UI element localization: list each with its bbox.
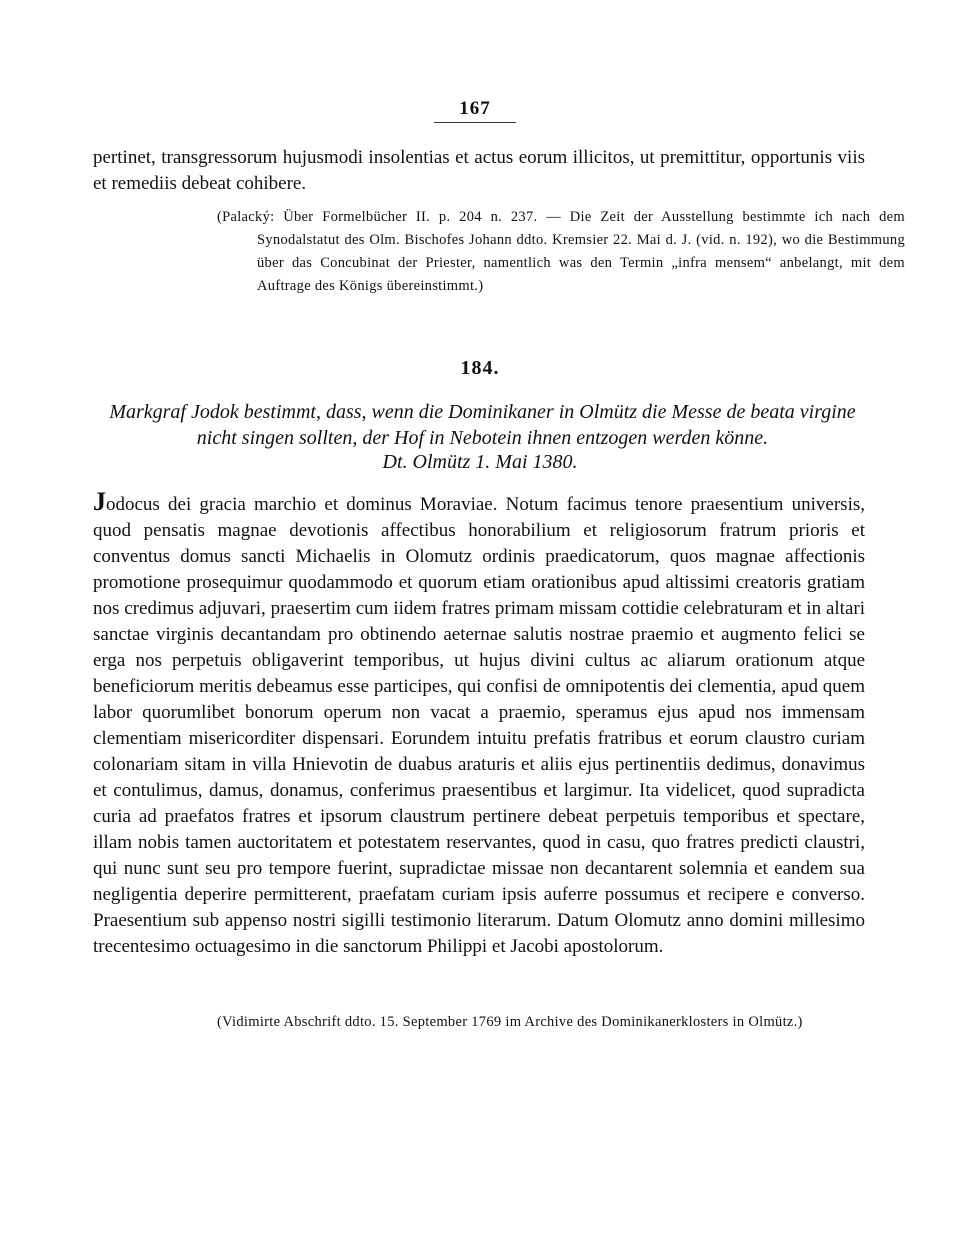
charter-text-body: odocus dei gracia marchio et dominus Moraviae. Notum facimus tenore praesentium universis, quod pensatis magnae devotionis affectibus honorabilium et religiosorum fratrum prioris et conventus domus sancti Michaelis in Olomutz ordinis praedicatorum, quos magnae affectionis promotione prosequimur quodammodo et quorum etiam orationibus apud altissimi creatoris gratiam nos credimus adjuvari, praesertim cum iidem fratres primam missam cottidie celebraturam et in altari sanctae virginis decantandam pro obtinendo aeternae salutis nostrae praemio et augmento felici se erga nos perpetuis obligaverint temporibus, ut hujus divini cultus ac aliarum orationum atque beneficiorum meritis debeamus esse participes, qui confisi de omnipotentis dei clementia, apud quem labor quorumlibet bonorum operum non vacat a praemio, speramus ejus apud nos immensam clementiam misericorditer dispensari. Eorundem intuitu prefatis fratribus et eorum claustro curiam colonariam sitam in villa Hnievotin de duabus araturis et aliis ejus pertinentiis dedimus, donavimus et contulimus, damus, donamus, conferimus praesentibus et largimur. Ita videlicet, quod supradicta curia ad praefatos fratres et ipsorum claustrum pertinere debeat perpetuis temporibus et spectare, illam nobis tamen auctoritatem et potestatem reservantes, quod in casu, quo fratres predicti claustri, qui nunc sunt seu pro tempore fuerint, supradictae missae non decantarent solemnia et eandem sua negligentia deperire permitterent, praefatam curiam ipsis auferre possumus et recipere e converso. Praesentium sub appenso nostri sigilli testimonio literarum. Datum Olomutz anno domini millesimo trecentesimo octuagesimo in die sanctorum Philippi et Jacobi apostolorum. [93,494,865,957]
source-note-top: (Palacký: Über Formelbücher II. p. 204 n. 237. — Die Zeit der Ausstellung bestimmte ich nach dem Synodalstatut des Olm. Bischofes Johann ddto. Kremsier 22. Mai d. J. (vid. n. 192), wo die Bestimmung über das Concubinat der Priester, namentlich was den Termin „infra mensem“ anbelangt, mit dem Auftrage des Königs übereinstimmt.) [217,209,905,294]
charter-text [93,489,865,960]
source-note-bottom: (Vidimirte Abschrift ddto. 15. September 1769 im Archive des Dominikanerklosters in Olmütz.) [217,1014,803,1030]
continuation-paragraph: pertinet, transgressorum hujusmodi insolentias et actus eorum illicitos, ut premittitur, opportunis viis et remediis debeat cohibere. [93,147,865,194]
page-number: 167 [434,98,516,123]
dateline: Dt. Olmütz 1. Mai 1380. [382,451,578,473]
document-number: 184. [460,357,500,379]
regest-summary: Markgraf Jodok bestimmt, dass, wenn die Dominikaner in Olmütz die Messe de beata virgine nicht singen sollten, der Hof in Nebotein ihnen entzogen werden könne. [109,401,856,449]
initial-letter: J [93,487,106,516]
